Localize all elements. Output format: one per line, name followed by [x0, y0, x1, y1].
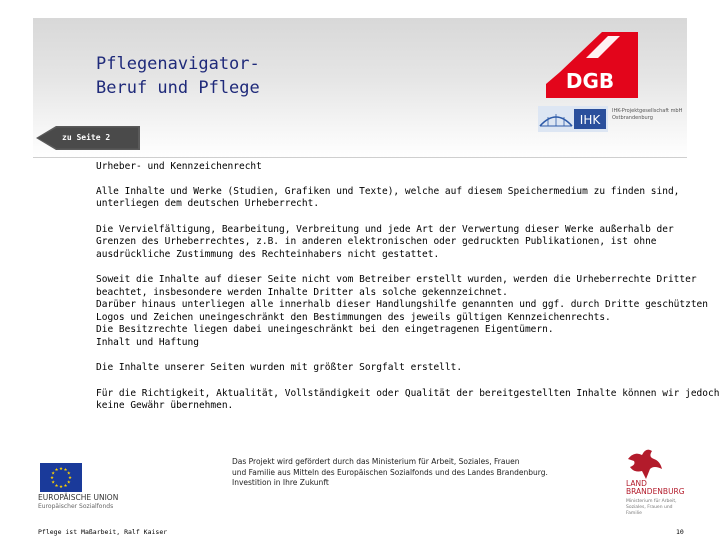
svg-text:★: ★ — [51, 480, 56, 486]
header-divider — [33, 157, 687, 158]
svg-text:★: ★ — [67, 476, 73, 481]
svg-text:★: ★ — [54, 468, 59, 474]
ihk-logo — [538, 106, 608, 132]
svg-text:IHK: IHK — [579, 113, 601, 127]
footer-credit: Pflege ist Maßarbeit, Ralf Kaiser — [38, 528, 168, 536]
paragraph-liability: Für die Richtigkeit, Aktualität, Vollständigkeit oder Qualität der bereitgestellten Inhalte können wir jedoch keine Gewähr übernehmen. — [96, 387, 720, 411]
title-line-2: Beruf und Pflege — [96, 78, 260, 98]
paragraph-reproduction: Die Vervielfältigung, Bearbeitung, Verbreitung und jede Art der Verwertung dieser Werke außerhalb der Grenzen des Urheberrechtes, z.B. in anderen elektronischen oder gedruckten Publikationen, ist ohne ausdrückliche Zustimmung des Rechteinhabers nicht gestattet. — [96, 223, 674, 260]
eu-caption: EUROPÄISCHE UNION Europäischer Sozialfonds — [38, 493, 119, 510]
svg-text:★: ★ — [51, 471, 56, 477]
title-line-1: Pflegenavigator- — [96, 54, 260, 74]
legal-notice — [96, 161, 720, 426]
brandenburg-eagle-icon — [624, 445, 664, 481]
dgb-logo-text: DGB — [565, 69, 615, 93]
svg-text:★: ★ — [58, 485, 64, 490]
svg-text:★: ★ — [58, 467, 64, 472]
brandenburg-wordmark: LAND BRANDENBURG — [626, 479, 685, 496]
svg-text:★: ★ — [54, 483, 59, 489]
svg-text:★: ★ — [66, 480, 71, 486]
svg-text:★: ★ — [63, 468, 68, 474]
section-heading: Urheber- und Kennzeichenrecht — [96, 161, 262, 172]
funding-notice: Das Projekt wird gefördert durch das Ministerium für Arbeit, Soziales, Frauen und Familie aus Mitteln des Europäischen Sozialfonds und des Landes Brandenburg. Investition in Ihre Zukunft — [232, 457, 548, 487]
page-title — [96, 52, 260, 100]
eu-flag-icon — [40, 463, 82, 492]
paragraph-care: Die Inhalte unserer Seiten wurden mit größter Sorgfalt erstellt. — [96, 362, 463, 373]
ihk-subtitle: IHK-Projektgesellschaft mbH Ostbrandenburg — [612, 108, 683, 121]
page-number: 10 — [676, 528, 684, 536]
svg-text:★: ★ — [49, 476, 55, 481]
paragraph-third-party: Soweit die Inhalte auf dieser Seite nicht vom Betreiber erstellt wurden, werden die Urheberrechte Dritter beachtet, insbesondere werden Inhalte Dritter als solche gekennzeichnet. Darüber hinaus unterliegen alle innerhalb dieser Handlungshilfe genannten und ggf. durch Dritte geschützten Logos und Zeichen uneingeschränkt den Bestimmungen des jeweils gültigen Kennzeichenrechts. Die Besitzrechte liegen dabei uneingeschränkt bei den eingetragenen Eigentümern. Inhalt und Haftung — [96, 274, 708, 348]
svg-text:★: ★ — [63, 483, 68, 489]
svg-text:★: ★ — [66, 471, 71, 477]
paragraph-copyright: Alle Inhalte und Werke (Studien, Grafiken und Texte), welche auf diesem Speichermedium zu finden sind, unterliegen dem deutschen Urheberrecht. — [96, 185, 680, 209]
ministry-caption: Ministerium für Arbeit, Soziales, Frauen und Familie — [626, 499, 677, 516]
back-button-label[interactable]: zu Seite 2 — [62, 133, 111, 142]
